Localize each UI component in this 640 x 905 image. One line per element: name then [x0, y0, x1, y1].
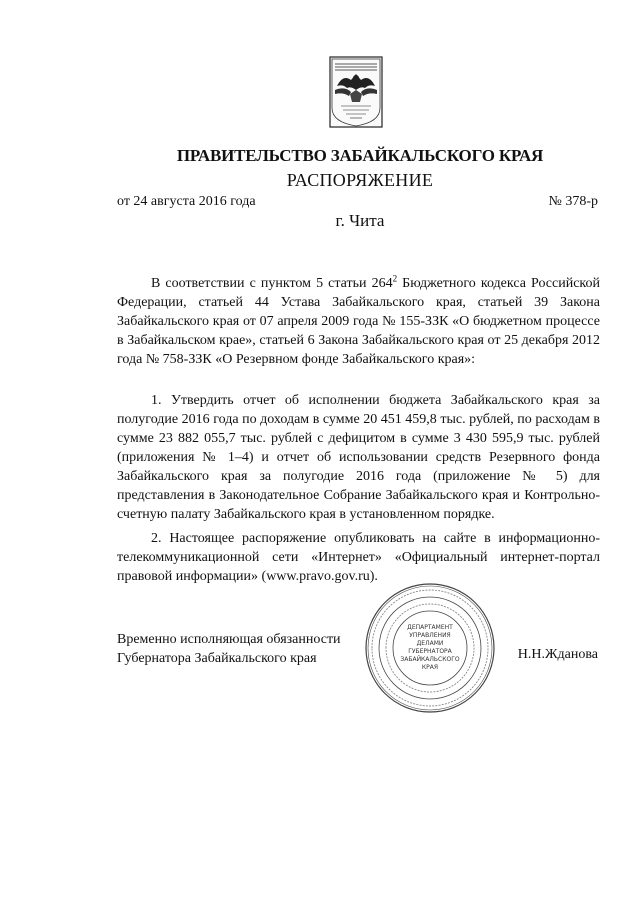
seal-line-2: УПРАВЛЕНИЯ — [409, 632, 451, 639]
preamble-text-start: В соответствии с пунктом 5 статьи 264 — [151, 276, 393, 291]
seal-line-6: КРАЯ — [421, 664, 439, 671]
paragraph-item-1: 1. Утвердить отчет об исполнении бюджета Забайкальского края за полугодие 2016 года по доходам в сумме 20 451 459,8 тыс. рублей, по расходам в сумме 23 882 055,7 тыс. рублей с дефицитом в сумме 3 430 595,9 тыс. рублей (приложения № 1–4) и отчет об использовании средств Резервного фонда Забайкальского края за полугодие 2016 года (приложение № 5) для представления в Законодательное Собрание Забайкальского края и Контрольно-счетную палату Забайкальского края в установленном порядке. — [117, 393, 600, 522]
signer-position — [117, 630, 341, 668]
signer-name: Н.Н.Жданова — [517, 647, 598, 662]
government-title: ПРАВИТЕЛЬСТВО ЗАБАЙКАЛЬСКОГО КРАЯ — [176, 146, 544, 165]
official-seal-icon — [364, 582, 496, 714]
coat-of-arms-icon — [329, 56, 383, 128]
seal-line-5: ЗАБАЙКАЛЬСКОГО — [400, 656, 460, 663]
signer-position-line1: Временно исполняющая обязанности — [117, 632, 341, 647]
article-superscript: 2 — [392, 273, 398, 284]
document-number: № 378-р — [548, 194, 598, 209]
paragraph-preamble — [117, 274, 600, 369]
document-city: г. Чита — [335, 211, 385, 230]
seal-line-3: ДЕЛАМИ — [416, 640, 444, 647]
seal-line-4: ГУБЕРНАТОРА — [408, 648, 452, 655]
document-type: РАСПОРЯЖЕНИЕ — [286, 170, 434, 190]
document-date: от 24 августа 2016 года — [117, 194, 256, 209]
paragraph-item-2: 2. Настоящее распоряжение опубликовать на сайте в информационно-телекоммуникационной сети «Интернет» «Официальный интернет-портал правовой информации» (www.pravo.gov.ru). — [117, 531, 600, 584]
seal-line-1: ДЕПАРТАМЕНТ — [407, 624, 453, 631]
signer-position-line2: Губернатора Забайкальского края — [117, 651, 317, 666]
preamble-text-end: Бюджетного кодекса Российской Федерации, статьей 44 Устава Забайкальского края, статьей 39 Закона Забайкальского края от 07 апреля 2009 года № 155-ЗЗК «О бюджетном процессе в Забайкальском крае», статьей 6 Закона Забайкальского края от 25 декабря 2012 года № 758-ЗЗК «О Резервном фонде Забайкальского края»: — [117, 276, 601, 367]
